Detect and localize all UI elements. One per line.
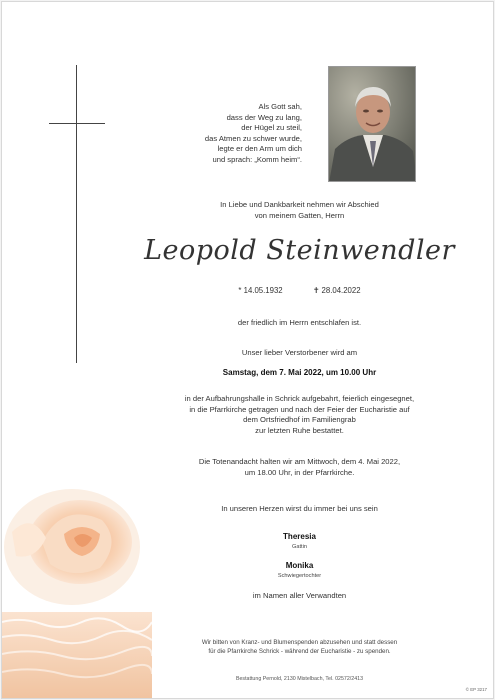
donation-line: Wir bitten von Kranz- und Blumenspenden abzusehen und statt dessen xyxy=(201,639,398,646)
mourner-role: Gattin xyxy=(292,543,307,550)
mourner-role: Schwiegertochter xyxy=(277,572,322,579)
intro-line: In Liebe und Dankbarkeit nehmen wir Abschied xyxy=(220,200,379,209)
funeral-line: dem Ortsfriedhof im Familiengrab xyxy=(243,415,356,425)
poem-line: und sprach: „Komm heim“. xyxy=(212,154,302,164)
mourner-2 xyxy=(102,561,494,580)
funeral-intro: Unser lieber Verstorbener wird am xyxy=(241,348,358,357)
mourner-1 xyxy=(102,532,494,551)
donation-line: für die Pfarrkirche Schrick - während der Eucharistie - zu spenden. xyxy=(208,648,391,655)
poem-line: der Hügel zu steil, xyxy=(241,123,302,133)
birth-date: * 14.05.1932 xyxy=(238,286,283,295)
cross-icon xyxy=(76,65,77,363)
obituary-page xyxy=(1,1,494,699)
intro-text xyxy=(102,200,494,221)
relatives-text: im Namen aller Verwandten xyxy=(252,591,347,600)
intro-line: von meinem Gatten, Herrn xyxy=(254,210,345,220)
prayer-line: um 18.00 Uhr, in der Pfarrkirche. xyxy=(244,467,355,477)
mourner-name: Monika xyxy=(285,561,314,570)
poem-line: das Atmen zu schwer wurde, xyxy=(204,133,302,143)
funeral-home: Bestattung Pernold, 2130 Mistelbach, Tel. 02572/2413 xyxy=(235,676,364,682)
funeral-text xyxy=(102,394,494,436)
prayer-line: Die Totenandacht halten wir am Mittwoch, dem 4. Mai 2022, xyxy=(198,457,401,466)
print-code: © EP 3217 xyxy=(465,687,487,692)
portrait-image xyxy=(329,67,416,182)
life-dates xyxy=(102,286,494,295)
poem-line: dass der Weg zu lang, xyxy=(226,112,302,122)
deceased-name: Leopold Steinwendler xyxy=(144,235,455,266)
death-date: ✝ 28.04.2022 xyxy=(312,286,361,295)
poem-line: Als Gott sah, xyxy=(258,102,302,111)
funeral-date: Samstag, dem 7. Mai 2022, um 10.00 Uhr xyxy=(222,368,377,377)
donation-text xyxy=(102,638,494,656)
funeral-line: zur letzten Ruhe bestattet. xyxy=(255,425,344,435)
poem-line: legte er den Arm um dich xyxy=(217,144,302,154)
funeral-line: in die Pfarrkirche getragen und nach der Feier der Eucharistie auf xyxy=(189,404,410,414)
cross-icon-bar xyxy=(49,123,105,124)
poem xyxy=(182,102,302,166)
prayer-text xyxy=(102,457,494,478)
funeral-line: in der Aufbahrungshalle in Schrick aufgebahrt, feierlich eingesegnet, xyxy=(184,394,415,403)
portrait-photo xyxy=(328,66,416,182)
passed-text: der friedlich im Herrn entschlafen ist. xyxy=(237,318,362,327)
rose-image xyxy=(2,472,152,699)
mourner-name: Theresia xyxy=(283,532,316,541)
hearts-text: In unseren Herzen wirst du immer bei uns sein xyxy=(221,504,378,513)
